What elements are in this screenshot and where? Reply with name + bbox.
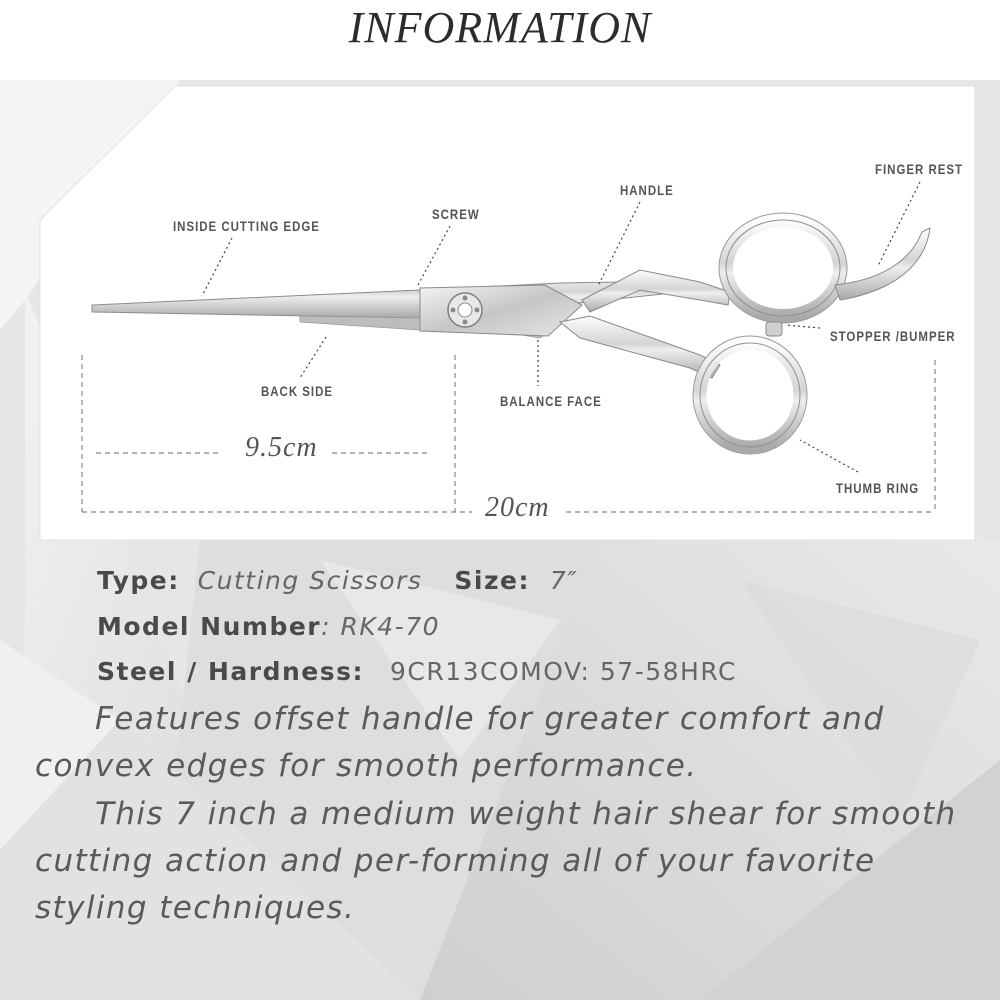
label-balance-face: BALANCE FACE — [500, 393, 602, 409]
label-inside-cutting-edge: INSIDE CUTTING EDGE — [173, 218, 320, 234]
label-finger-rest: FINGER REST — [875, 161, 964, 177]
label-stopper-bumper: STOPPER /BUMPER — [830, 328, 956, 344]
label-thumb-ring: THUMB RING — [836, 480, 920, 496]
dimension-blade-length: 9.5cm — [245, 432, 318, 463]
label-handle: HANDLE — [620, 182, 674, 198]
spec-model — [97, 612, 440, 641]
size-label: Size: — [454, 566, 530, 595]
type-label: Type: — [97, 566, 180, 595]
label-back-side: BACK SIDE — [261, 383, 334, 399]
size-value: 7″ — [549, 566, 579, 595]
model-label: Model Number — [97, 612, 322, 641]
specifications — [0, 560, 1000, 1000]
description-paragraph-1: Features offset handle for greater comfort and convex edges for smooth performance. — [35, 701, 885, 784]
dimension-total-length: 20cm — [485, 492, 550, 523]
steel-value: 9CR13COMOV: 57-58HRC — [389, 657, 737, 686]
model-value: : RK4-70 — [321, 612, 441, 641]
page-title: INFORMATION — [348, 3, 652, 52]
label-screw: SCREW — [432, 206, 480, 222]
spec-type-size — [97, 566, 578, 595]
description-paragraph-2: This 7 inch a medium weight hair shear for smooth cutting action and per-forming all of your favorite styling techniques. — [35, 796, 957, 926]
spec-steel — [97, 657, 737, 686]
type-value: Cutting Scissors — [197, 566, 423, 595]
screw-icon — [448, 293, 482, 327]
steel-label: Steel / Hardness: — [97, 657, 365, 686]
